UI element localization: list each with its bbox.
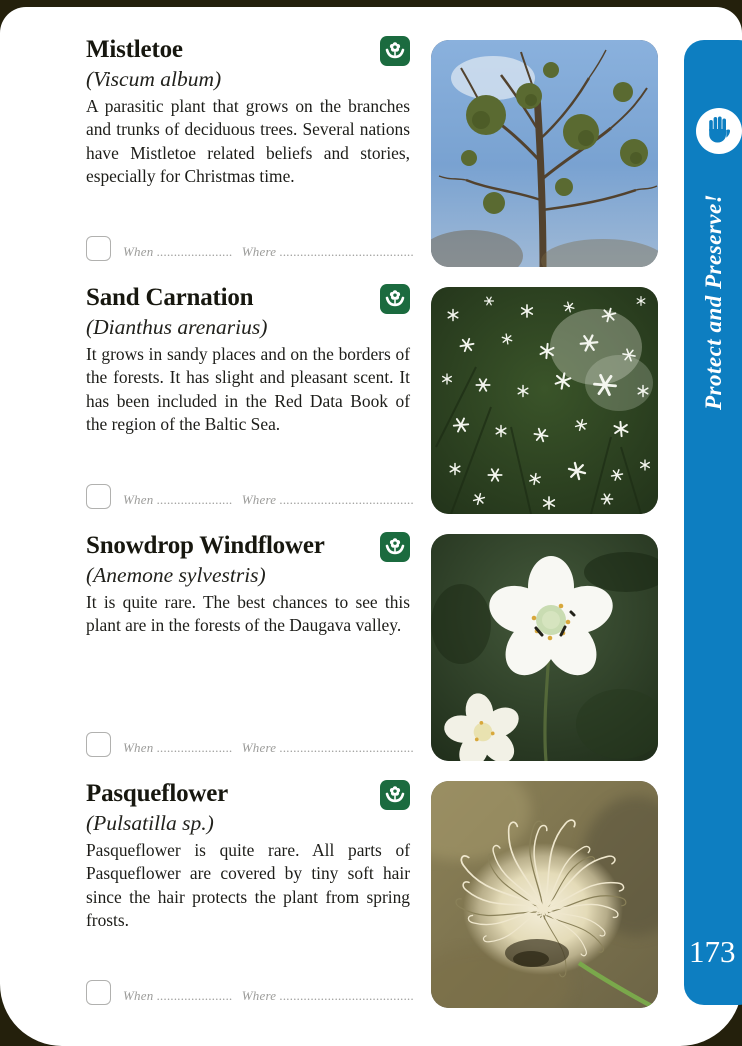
snowdrop-windflower-photo xyxy=(431,534,658,761)
observation-log-row xyxy=(86,980,414,1005)
where-label: Where ....................................... xyxy=(241,244,415,259)
plant-description: It is quite rare. The best chances to see this plant are in the forests of the Daugava valley. xyxy=(86,591,410,636)
protected-flower-icon xyxy=(380,780,410,810)
chapter-title-vertical: Protect and Preserve! xyxy=(701,193,726,411)
observation-checkbox[interactable] xyxy=(86,980,111,1005)
plant-title: Pasqueflower xyxy=(86,780,229,807)
chapter-side-tab xyxy=(684,40,742,1005)
where-label: Where ....................................... xyxy=(241,492,415,507)
mistletoe-tree-photo xyxy=(431,40,658,267)
observation-checkbox[interactable] xyxy=(86,484,111,509)
sand-carnation-flowers-photo xyxy=(431,287,658,514)
plant-entry-pasqueflower xyxy=(86,780,415,1028)
when-label: When ...................... xyxy=(123,740,233,755)
when-label: When ...................... xyxy=(123,492,233,507)
plant-entry-snowdrop-windflower xyxy=(86,532,415,780)
plant-description: Pasqueflower is quite rare. All parts of Pasqueflower are covered by tiny soft hair since the hair protects the plant from spring frosts. xyxy=(86,839,410,931)
observation-checkbox[interactable] xyxy=(86,236,111,261)
observation-checkbox[interactable] xyxy=(86,732,111,757)
plant-description: A parasitic plant that grows on the branches and trunks of deciduous trees. Several nations have Mistletoe related beliefs and stories, especially for Christmas time. xyxy=(86,95,410,187)
plant-latin-name: (Viscum album) xyxy=(86,67,222,91)
plant-latin-name: (Pulsatilla sp.) xyxy=(86,811,214,835)
protected-flower-icon xyxy=(380,532,410,562)
protected-flower-icon xyxy=(380,36,410,66)
observation-log-row xyxy=(86,484,414,509)
plant-title: Mistletoe xyxy=(86,36,183,63)
plant-title: Sand Carnation xyxy=(86,284,254,311)
plant-description: It grows in sandy places and on the borders of the forests. It has slight and pleasant scent. It has been included in the Red Data Book of the region of the Baltic Sea. xyxy=(86,343,410,435)
when-label: When ...................... xyxy=(123,244,233,259)
when-label: When ...................... xyxy=(123,988,233,1003)
where-label: Where ....................................... xyxy=(241,740,415,755)
protected-flower-icon xyxy=(380,284,410,314)
observation-log-row xyxy=(86,732,414,757)
stop-hand-icon xyxy=(696,108,742,154)
page-number: 173 xyxy=(689,934,736,969)
plant-entry-mistletoe xyxy=(86,36,415,284)
observation-log-row xyxy=(86,236,414,261)
plant-title: Snowdrop Windflower xyxy=(86,532,325,559)
plant-latin-name: (Dianthus arenarius) xyxy=(86,315,268,339)
pasqueflower-seed-head-photo xyxy=(431,781,658,1008)
plant-latin-name: (Anemone sylvestris) xyxy=(86,563,266,587)
plant-entry-sand-carnation xyxy=(86,284,415,532)
where-label: Where ....................................... xyxy=(241,988,415,1003)
